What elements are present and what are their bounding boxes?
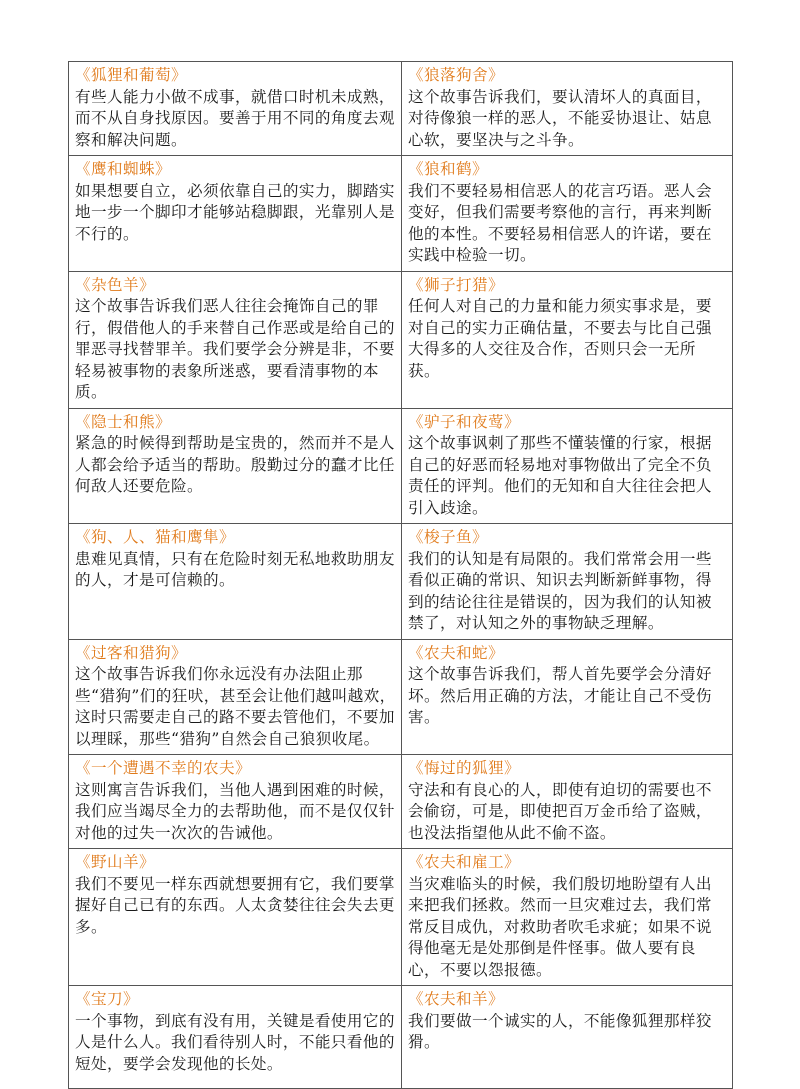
- fable-cell: [69, 156, 402, 272]
- table-row: [69, 156, 733, 272]
- fable-cell: [69, 271, 402, 408]
- fable-title: 《野山羊》: [75, 853, 155, 871]
- fable-moral: 任何人对自己的力量和能力须实事求是，要对自己的实力正确估量，不要去与比自己强大得多的人交往及合作，否则只会一无所获。: [408, 297, 712, 380]
- fable-moral: 如果想要自立，必须依靠自己的实力，脚踏实地一步一个脚印才能够站稳脚跟，光靠别人是不行的。: [75, 181, 395, 243]
- fable-title: 《杂色羊》: [75, 275, 155, 294]
- fable-title: 《宝刀》: [75, 990, 139, 1008]
- fable-cell: [69, 755, 402, 849]
- fable-title: 《狼落狗舍》: [408, 66, 504, 84]
- fable-moral: 这则寓言告诉我们，当他人遇到困难的时候，我们应当竭尽全力的去帮助他，而不是仅仅针对他的过失一次次的告诫他。: [75, 780, 395, 842]
- fable-title: 《一个遭遇不幸的农夫》: [75, 759, 251, 777]
- fable-title: 《梭子鱼》: [408, 528, 488, 546]
- fable-title: 《驴子和夜莺》: [408, 412, 520, 431]
- fable-moral: 我们不要见一样东西就想要拥有它，我们要掌握好自己已有的东西。人太贪婪往往会失去更多。: [75, 874, 395, 936]
- fable-title: 《狗、人、猫和鹰隼》: [75, 528, 235, 546]
- table-row: [69, 639, 733, 755]
- fable-cell: [402, 271, 733, 408]
- fable-title: 《狼和鹤》: [408, 160, 488, 178]
- fable-title: 《狮子打猎》: [408, 275, 504, 294]
- fable-title: 《农夫和雇工》: [408, 853, 520, 871]
- fable-moral: 当灾难临头的时候，我们殷切地盼望有人出来把我们拯救。然而一旦灾难过去，我们常常反目成仇，对救助者吹毛求疵；如果不说得他毫无是处那倒是件怪事。做人要有良心，不要以怨报德。: [408, 874, 712, 979]
- table-row: [69, 271, 733, 408]
- fable-moral: 紧急的时候得到帮助是宝贵的，然而并不是人人都会给予适当的帮助。殷勤过分的蠢才比任何敌人还要危险。: [75, 434, 395, 495]
- fables-table: [68, 61, 733, 1089]
- fable-title: 《农夫和蛇》: [408, 643, 504, 662]
- fable-moral: 我们的认知是有局限的。我们常常会用一些看似正确的常识、知识去判断新鲜事物，得到的结论往往是错误的，因为我们的认知被禁了，对认知之外的事物缺乏理解。: [408, 549, 712, 632]
- fable-title: 《狐狸和葡萄》: [75, 66, 187, 84]
- fable-cell: [402, 639, 733, 755]
- fable-moral: 这个故事告诉我们，要认清坏人的真面目，对待像狼一样的恶人，不能妥协退让、姑息心软，要坚决与之斗争。: [408, 87, 712, 149]
- fable-cell: [402, 524, 733, 640]
- fable-moral: 这个故事告诉我们恶人往往会掩饰自己的罪行，假借他人的手来替自己作恶或是给自己的罪恶寻找替罪羊。我们要学会分辨是非，不要轻易被事物的表象所迷惑，要看清事物的本质。: [75, 297, 395, 401]
- fable-cell: [402, 156, 733, 272]
- fable-moral: 我们要做一个诚实的人，不能像狐狸那样狡猾。: [408, 1011, 712, 1051]
- table-row: [69, 986, 733, 1089]
- fable-cell: [402, 408, 733, 524]
- fable-title: 《隐士和熊》: [75, 412, 171, 431]
- table-row: [69, 62, 733, 156]
- fable-cell: [69, 408, 402, 524]
- table-row: [69, 849, 733, 986]
- fable-title: 《农夫和羊》: [408, 990, 504, 1008]
- fable-cell: [69, 986, 402, 1089]
- fable-moral: 这个故事告诉我们你永远没有办法阻止那些“猎狗”们的狂吠，甚至会让他们越叫越欢，这时只需要走自己的路不要去管他们，不要加以理睬，那些“猎狗”自然会自己狼狈收尾。: [75, 665, 396, 748]
- fable-cell: [402, 849, 733, 986]
- fable-title: 《悔过的狐狸》: [408, 759, 520, 777]
- fable-moral: 这个故事告诉我们，帮人首先要学会分清好坏。然后用正确的方法，才能让自己不受伤害。: [408, 665, 712, 726]
- fable-moral: 有些人能力小做不成事，就借口时机未成熟，而不从自身找原因。要善于用不同的角度去观察和解决问题。: [75, 87, 395, 149]
- fable-cell: [402, 755, 733, 849]
- fable-cell: [69, 524, 402, 640]
- table-row: [69, 408, 733, 524]
- fable-moral: 一个事物，到底有没有用，关键是看使用它的人是什么人。我们看待别人时，不能只看他的短处，要学会发现他的长处。: [75, 1011, 395, 1073]
- fable-title: 《鹰和蜘蛛》: [75, 160, 171, 178]
- fable-moral: 我们不要轻易相信恶人的花言巧语。恶人会变好，但我们需要考察他的言行，再来判断他的本性。不要轻易相信恶人的许诺，要在实践中检验一切。: [408, 181, 712, 264]
- fable-title: 《过客和猎狗》: [75, 643, 187, 662]
- fable-moral: 这个故事讽刺了那些不懂装懂的行家，根据自己的好恶而轻易地对事物做出了完全不负责任的评判。他们的无知和自大往往会把人引入歧途。: [408, 434, 712, 517]
- table-row: [69, 524, 733, 640]
- fable-cell: [402, 62, 733, 156]
- fable-cell: [69, 639, 402, 755]
- fable-moral: 守法和有良心的人，即使有迫切的需要也不会偷窃，可是，即使把百万金币给了盗贼，也没法指望他从此不偷不盗。: [408, 780, 712, 842]
- fable-cell: [402, 986, 733, 1089]
- fable-cell: [69, 62, 402, 156]
- table-row: [69, 755, 733, 849]
- fable-moral: 患难见真情，只有在危险时刻无私地救助朋友的人，才是可信赖的。: [75, 549, 395, 589]
- fable-cell: [69, 849, 402, 986]
